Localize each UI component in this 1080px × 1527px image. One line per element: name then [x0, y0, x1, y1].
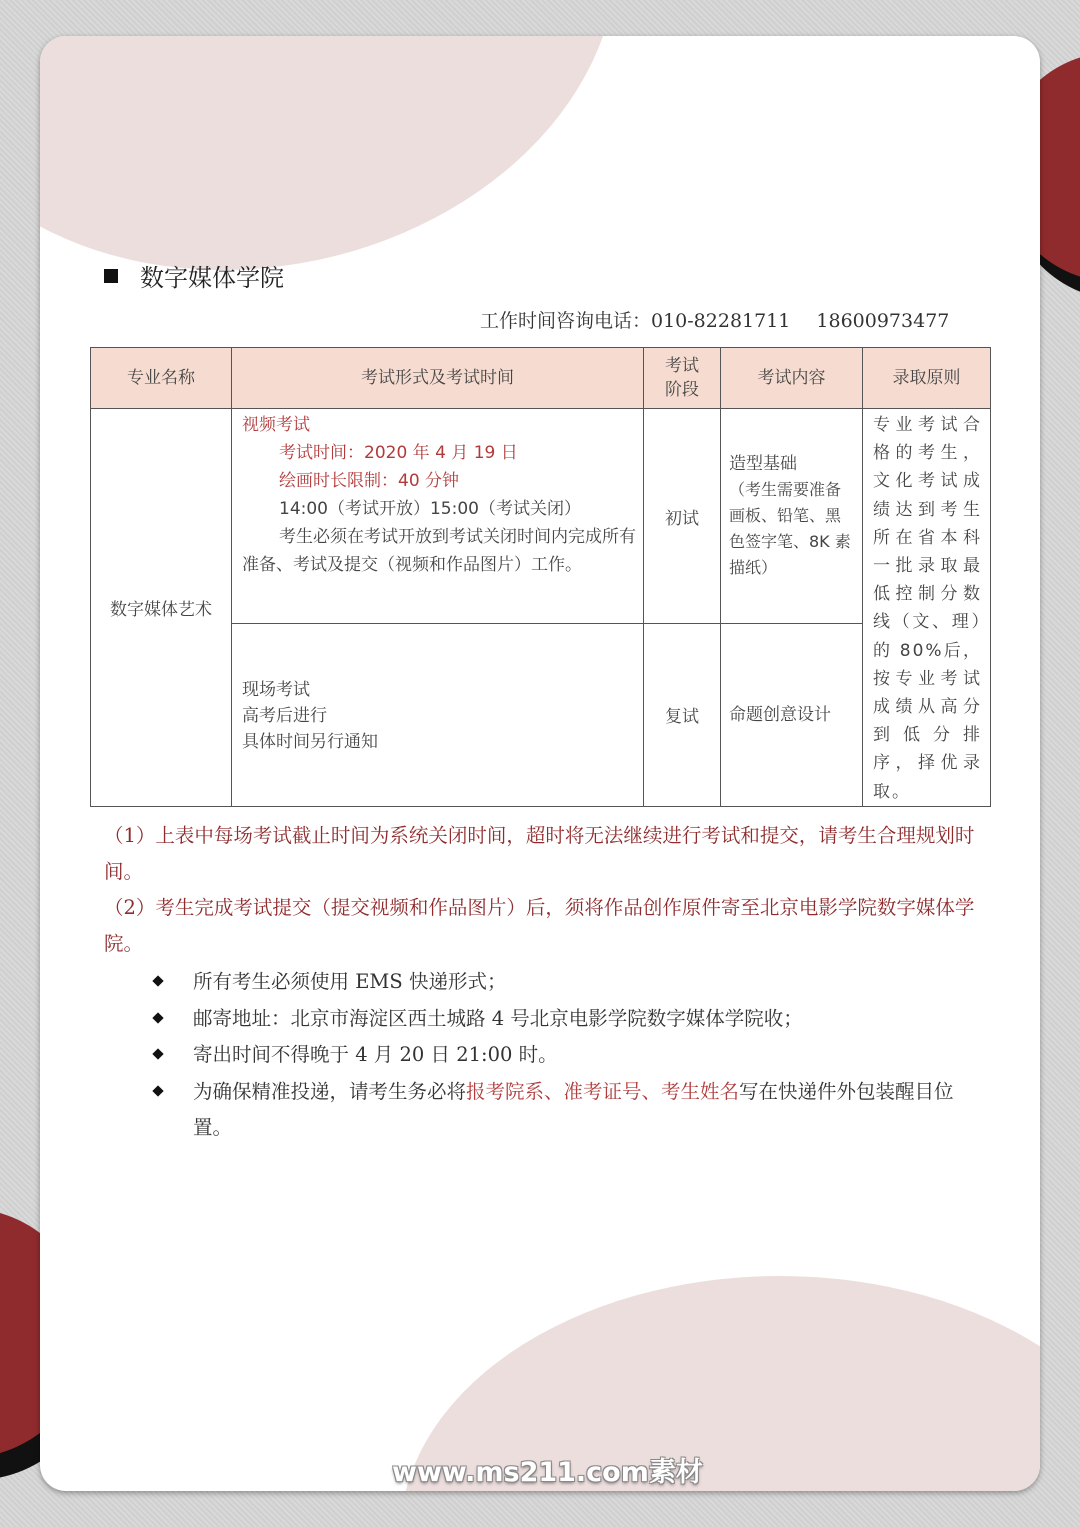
diamond-bullet-icon — [152, 975, 163, 986]
content-cell: 命题创意设计 — [721, 624, 863, 807]
bullet-item — [150, 1001, 980, 1038]
stage-cell: 初试 — [644, 409, 721, 624]
bullet-item — [150, 1037, 980, 1074]
section-title: 数字媒体学院 — [140, 264, 284, 292]
section-heading — [104, 258, 284, 293]
bullet-item — [150, 1074, 980, 1147]
exam-notice: 具体时间另行通知 — [242, 731, 378, 752]
contact-phone: 工作时间咨询电话：010-82281711 — [480, 310, 791, 332]
bullet-text: 写在快递件外包装醒目位置。 — [193, 1079, 954, 1139]
table-header-row — [91, 348, 991, 409]
contact-mobile: 18600973477 — [816, 310, 950, 332]
notes — [104, 818, 978, 962]
bullet-list — [150, 964, 980, 1147]
header-major: 专业名称 — [91, 348, 232, 409]
diamond-bullet-icon — [152, 1048, 163, 1059]
note-item: （2）考生完成考试提交（提交视频和作品图片）后，须将作品创作原件寄至北京电影学院数字媒体学院。 — [104, 896, 975, 955]
header-stage-line: 阶段 — [665, 380, 699, 400]
stage-cell: 复试 — [644, 624, 721, 807]
diamond-bullet-icon — [152, 1085, 163, 1096]
exam-requirement: 考生必须在考试开放到考试关闭时间内完成所有准备、考试及提交（视频和作品图片）工作。 — [242, 527, 636, 575]
exam-form-cell — [232, 409, 644, 624]
exam-form-title: 现场考试 — [242, 679, 310, 700]
content-title: 造型基础 — [729, 454, 797, 475]
header-stage-line: 考试 — [665, 356, 699, 376]
content-detail: （考生需要准备画板、铅笔、黑色签字笔、8K 素描纸） — [729, 480, 851, 578]
header-stage — [644, 348, 721, 409]
exam-form-cell — [232, 624, 644, 807]
header-form-time: 考试形式及考试时间 — [232, 348, 644, 409]
bullet-text: 所有考生必须使用 EMS 快递形式； — [193, 970, 507, 993]
exam-date: 考试时间：2020 年 4 月 19 日 — [279, 443, 518, 463]
bullet-text: 寄出时间不得晚于 4 月 20 日 21:00 时。 — [193, 1043, 558, 1066]
exam-table — [90, 347, 991, 807]
principle-cell: 专业考试合格的考生，文化考试成绩达到考生所在省本科一批录取最低控制分数线（文、理）的 80%后，按专业考试成绩从高分到低分排序，择优录取。 — [863, 409, 991, 807]
bullet-item — [150, 964, 980, 1001]
bullet-text: 邮寄地址：北京市海淀区西土城路 4 号北京电影学院数字媒体学院收； — [193, 1006, 803, 1030]
square-bullet-icon — [104, 269, 118, 283]
exam-schedule: 14:00（考试开放）15:00（考试关闭） — [279, 499, 581, 519]
table-row — [91, 409, 991, 624]
bullet-highlight: 报考院系、准考证号、考生姓名 — [466, 1079, 740, 1103]
exam-form-title: 视频考试 — [242, 415, 310, 435]
note-item: （1）上表中每场考试截止时间为系统关闭时间，超时将无法继续进行考试和提交，请考生合理规划时间。 — [104, 824, 975, 883]
contact-info — [480, 306, 976, 333]
major-cell: 数字媒体艺术 — [91, 409, 232, 807]
watermark: www.ms211.com素材 — [392, 1457, 703, 1488]
diamond-bullet-icon — [152, 1012, 163, 1023]
header-principle: 录取原则 — [863, 348, 991, 409]
exam-timing: 高考后进行 — [242, 705, 327, 726]
exam-duration: 绘画时长限制：40 分钟 — [279, 471, 460, 491]
bullet-text: 为确保精准投递，请考生务必将 — [193, 1079, 467, 1103]
header-content: 考试内容 — [721, 348, 863, 409]
content-cell — [721, 409, 863, 624]
